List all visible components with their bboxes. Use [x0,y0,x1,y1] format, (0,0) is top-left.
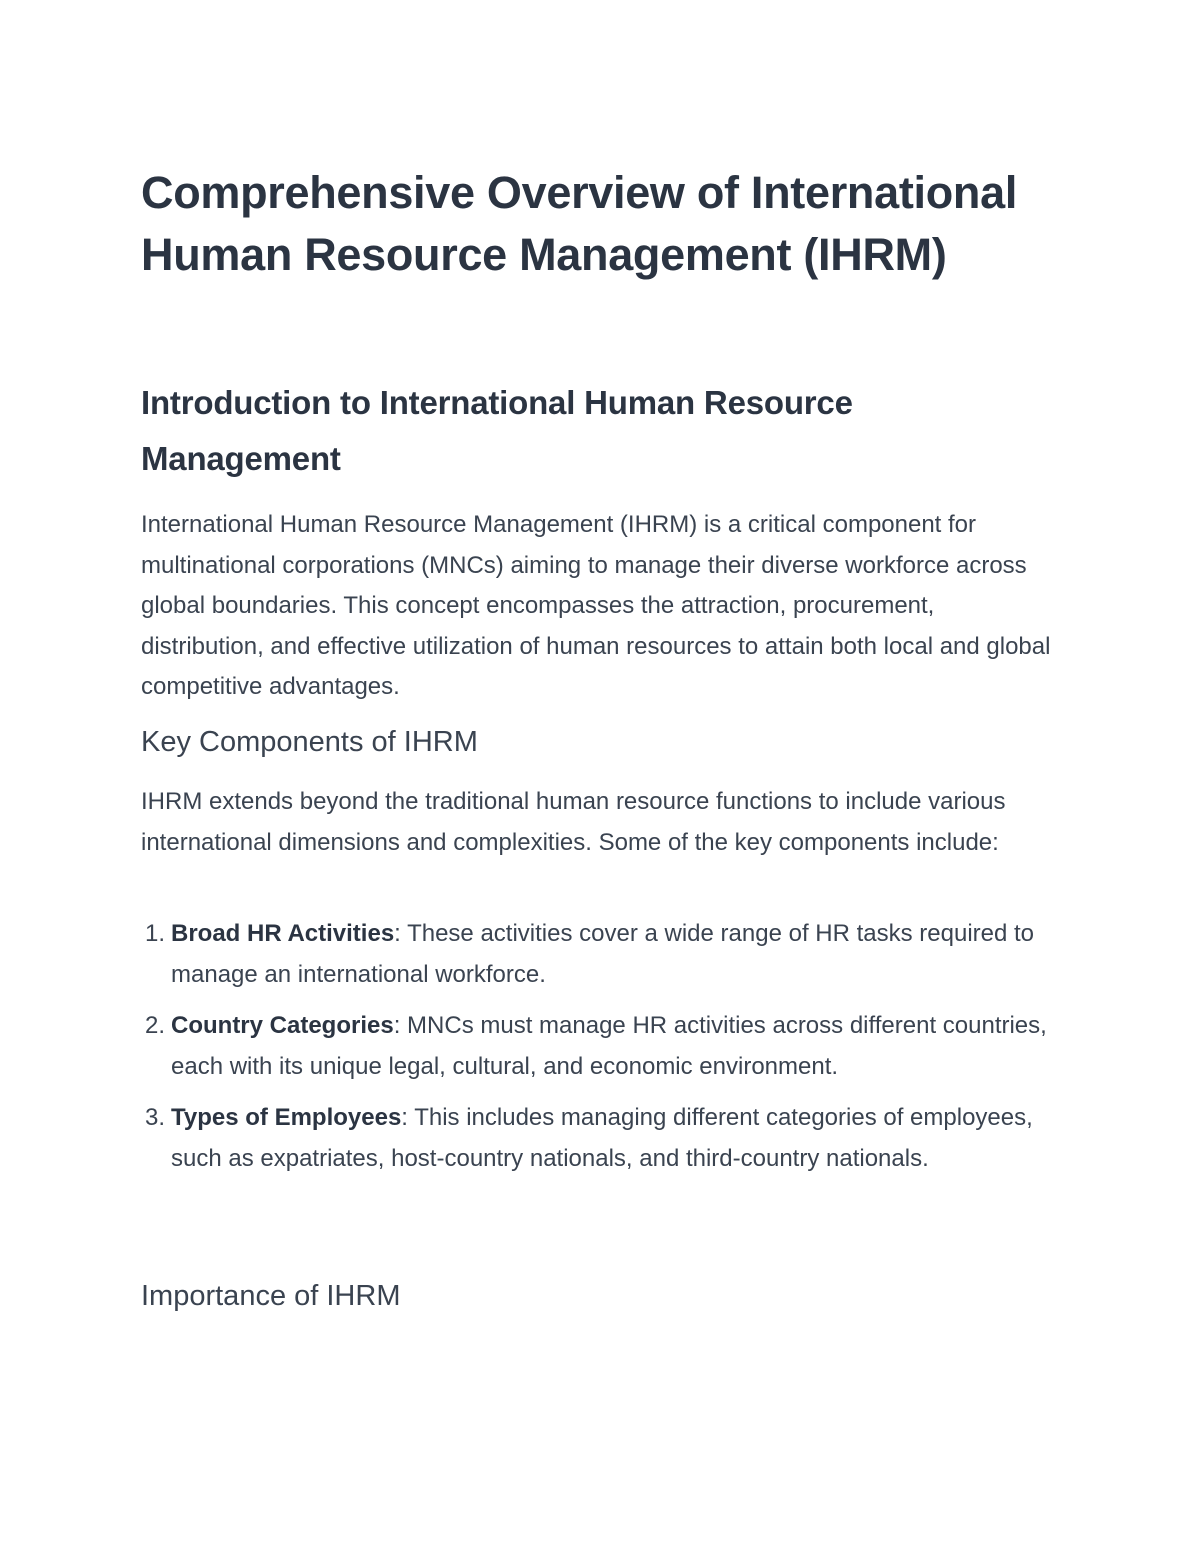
list-item [141,1098,1061,1179]
list-item-term: Types of Employees [171,1104,402,1131]
list-item [141,1006,1061,1087]
key-components-list [141,914,1061,1190]
list-item [141,914,1061,995]
intro-heading: Introduction to International Human Resource Management [141,384,853,477]
list-item-number: 2. [145,1012,166,1039]
list-item-text: : This includes managing different categories of employees, such as expatriates, host-country nationals, and third-country nationals. [171,1104,1033,1172]
list-item-text: : MNCs must manage HR activities across different countries, each with its unique legal, cultural, and economic environment. [171,1012,1047,1080]
list-item-term: Country Categories [171,1012,394,1039]
document-title: Comprehensive Overview of International Human Resource Management (IHRM) [141,167,1018,280]
list-item-term: Broad HR Activities [171,920,395,947]
importance-heading: Importance of IHRM [141,1280,401,1312]
list-item-number: 3. [145,1104,166,1131]
key-components-heading: Key Components of IHRM [141,726,478,758]
list-item-number: 1. [145,920,166,947]
intro-paragraph: International Human Resource Management (IHRM) is a critical component for multinational corporations (MNCs) aiming to manage their diverse workforce across global boundaries. This concept encompasses the attraction, procurement, distribution, and effective utilization of human resources to attain both local and global competitive advantages. [141,511,1051,700]
key-components-paragraph: IHRM extends beyond the traditional human resource functions to include various international dimensions and complexities. Some of the key components include: [141,788,1006,856]
list-item-text: : These activities cover a wide range of HR tasks required to manage an international workforce. [171,920,1035,988]
